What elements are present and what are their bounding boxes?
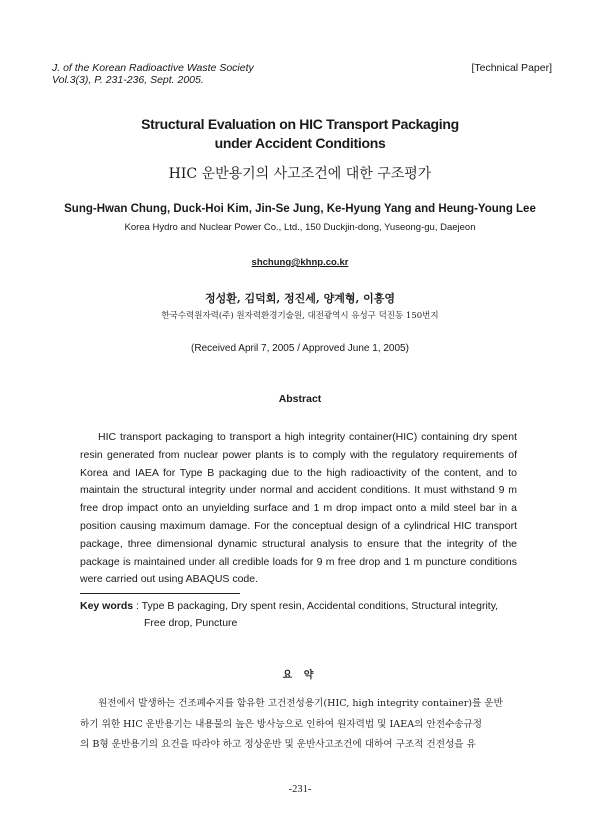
korean-abstract-line1: 원전에서 발생하는 건조폐수지를 함유한 고건전성용기(HIC, high integrity container)를 운반 — [98, 698, 503, 709]
page-number: -231- — [288, 784, 312, 795]
journal-volume: Vol.3(3), P. 231-236, Sept. 2005. — [52, 74, 204, 86]
journal-name: J. of the Korean Radioactive Waste Society — [52, 62, 254, 74]
keywords-list-part1: : Type B packaging, Dry spent resin, Accidental conditions, Structural integrity, — [136, 600, 499, 612]
journal-citation — [52, 62, 254, 86]
english-title — [0, 115, 600, 153]
keywords-block — [80, 598, 520, 632]
english-title-line1: Structural Evaluation on HIC Transport Packaging — [141, 116, 459, 132]
korean-abstract-heading: 요 약 — [282, 670, 318, 681]
paper-type-label: [Technical Paper] — [471, 62, 552, 74]
korean-abstract-line2: 하기 위한 HIC 운반용기는 내용물의 높은 방사능으로 인하여 원자력법 및 IAEA의 안전수송규정 — [80, 718, 483, 730]
korean-authors: 정성환, 김덕회, 정진세, 양계형, 이흥영 — [204, 292, 396, 305]
keywords-line1 — [80, 598, 520, 615]
keywords-list-part2: Free drop, Puncture — [144, 617, 238, 629]
abstract-heading: Abstract — [278, 393, 322, 405]
received-dates: (Received April 7, 2005 / Approved June 1, 2005) — [191, 343, 409, 354]
korean-abstract-line3: 의 B형 운반용기의 요건을 따라야 하고 정상운반 및 운반사고조건에 대하여 구조적 건전성을 유 — [80, 739, 476, 750]
keywords-label: Key words — [80, 600, 134, 612]
english-title-line2: under Accident Conditions — [214, 135, 386, 151]
english-affiliation: Korea Hydro and Nuclear Power Co., Ltd., 150 Duckjin-dong, Yuseong-gu, Daejeon — [124, 222, 476, 233]
korean-title: HIC 운반용기의 사고조건에 대한 구조평가 — [168, 166, 432, 182]
abstract-text: HIC transport packaging to transport a high integrity container(HIC) containing dry spent resin generated from nuclear power plants is to comply with the regulatory requirements of Korea and IAEA for Type B packaging due to the high radioactivity of the content, and to maintain the structural integrity under normal and accident conditions. It must withstand 9 m free drop impact onto an unyielding surface and 1 m drop impact onto a mild steel bar in a position causing maximum damage. For the conceptual design of a cylindrical HIC transport package, three dimensional dynamic structural analysis to ensure that the integrity of the package is maintained under all credible loads for 9 m free drop and 1 m puncture conditions were carried out using ABAQUS code. — [80, 431, 517, 586]
korean-affiliation: 한국수력원자력(주) 원자력환경기술원, 대전광역시 유성구 덕진동 150번지 — [161, 311, 439, 321]
korean-abstract-text — [80, 694, 520, 756]
keywords-divider — [80, 593, 240, 594]
english-authors: Sung-Hwan Chung, Duck-Hoi Kim, Jin-Se Jung, Ke-Hyung Yang and Heung-Young Lee — [64, 203, 536, 215]
author-email[interactable]: shchung@khnp.co.kr — [251, 257, 349, 268]
